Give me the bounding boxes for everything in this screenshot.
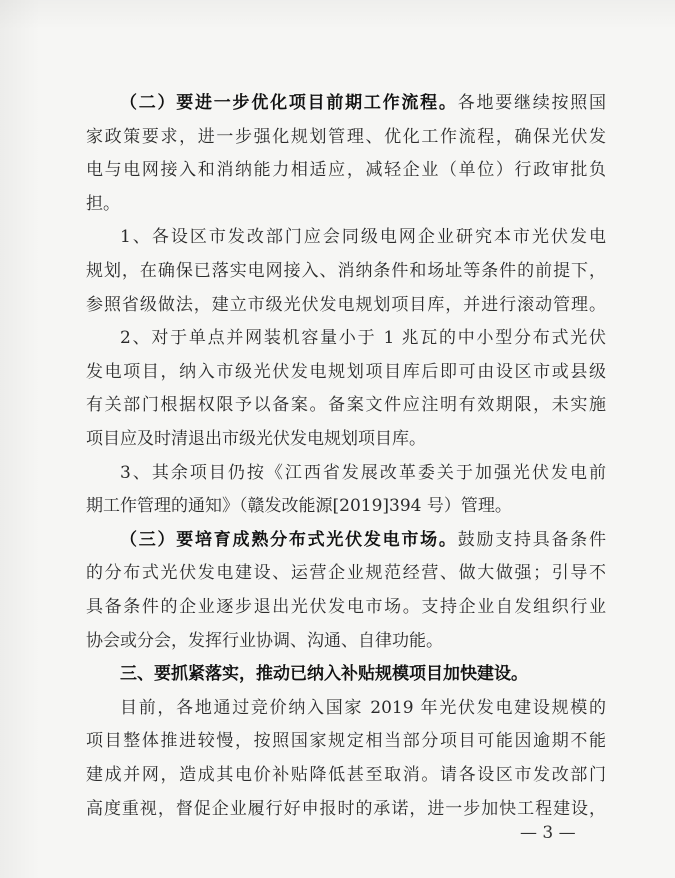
section-heading-continuation: 各地要继续按照国 <box>457 93 607 113</box>
paragraph-line: 项目整体推进较慢，按照国家规定相当部分项目可能因逾期不能 <box>86 731 606 751</box>
paragraph-line: 家政策要求，进一步强化规划管理、优化工作流程，确保光伏发 <box>86 127 606 147</box>
list-item-line: 3、其余项目仍按《江西省发展改革委关于加强光伏发电前 <box>120 463 606 483</box>
paragraph-line: 高度重视，督促企业履行好申报时的承诺，进一步加快工程建设， <box>86 799 606 819</box>
section-heading-continuation: 鼓励支持具备条件 <box>457 530 607 550</box>
section-heading-bold: （二）要进一步优化项目前期工作流程。 <box>120 93 458 113</box>
paragraph-line: 的分布式光伏发电建设、运营企业规范经营、做大做强；引导不 <box>86 563 606 583</box>
section-heading-line <box>120 529 606 551</box>
paragraph-line: 具备条件的企业逐步退出光伏发电市场。支持企业自发组织行业 <box>86 597 606 617</box>
paragraph-line: 发电项目，纳入市级光伏发电规划项目库后即可由设区市或县级 <box>86 362 606 382</box>
chapter-heading: 三、要抓紧落实，推动已纳入补贴规模项目加快建设。 <box>120 664 528 684</box>
paragraph-line: 有关部门根据权限予以备案。备案文件应注明有效期限，未实施 <box>86 395 606 415</box>
scan-shadow-top <box>0 0 675 30</box>
list-item-line: 1、各设区市发改部门应会同级电网企业研究本市光伏发电 <box>120 227 606 247</box>
page-number: — 3 — <box>520 823 576 843</box>
paragraph-line: 担。 <box>86 194 120 214</box>
paragraph-line: 参照省级做法，建立市级光伏发电规划项目库，并进行滚动管理。 <box>86 295 606 315</box>
section-heading-line <box>120 92 606 114</box>
paragraph-line: 期工作管理的通知》（赣发改能源[2019]394 号）管理。 <box>86 496 512 516</box>
scan-shadow-left <box>0 0 40 878</box>
paragraph-line: 项目应及时清退出市级光伏发电规划项目库。 <box>86 429 426 449</box>
paragraph-line: 协会或分会，发挥行业协调、沟通、自律功能。 <box>86 631 443 651</box>
paragraph-line: 建成并网，造成其电价补贴降低甚至取消。请各设区市发改部门 <box>86 765 606 785</box>
section-heading-bold: （三）要培育成熟分布式光伏发电市场。 <box>120 530 458 550</box>
list-item-line: 2、对于单点并网装机容量小于 1 兆瓦的中小型分布式光伏 <box>120 328 606 348</box>
paragraph-line: 规划，在确保已落实电网接入、消纳条件和场址等条件的前提下， <box>86 261 606 281</box>
paragraph-line: 电与电网接入和消纳能力相适应，减轻企业（单位）行政审批负 <box>86 160 606 180</box>
paragraph-first-line: 目前，各地通过竞价纳入国家 2019 年光伏发电建设规模的 <box>120 698 606 718</box>
